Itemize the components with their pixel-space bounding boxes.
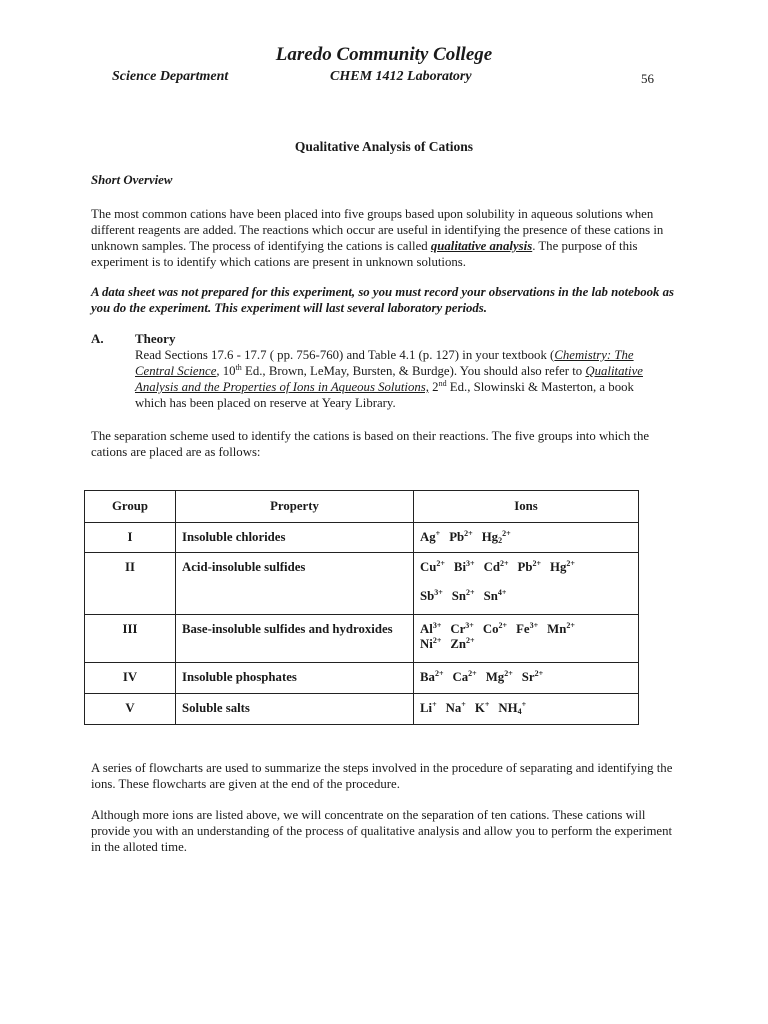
department-label: Science Department bbox=[112, 69, 229, 84]
ions-cell bbox=[414, 694, 639, 725]
ion-symbol bbox=[452, 589, 475, 604]
qualitative-analysis-term: qualitative analysis bbox=[430, 239, 533, 253]
ion-symbol bbox=[450, 637, 474, 652]
ion-charge: 2+ bbox=[499, 559, 509, 568]
ion-symbol bbox=[454, 560, 475, 575]
ion-symbol bbox=[450, 622, 473, 637]
theory-text-b: , 10 bbox=[216, 364, 236, 378]
table-row bbox=[85, 615, 639, 663]
ion-charge: 4+ bbox=[497, 588, 507, 597]
ion-subscript: 4 bbox=[517, 707, 522, 716]
ion-charge: 2+ bbox=[466, 588, 475, 597]
ion-charge: 2+ bbox=[432, 636, 442, 645]
ion-charge: + bbox=[432, 700, 437, 709]
ion-element: Zn bbox=[450, 637, 467, 651]
ion-element: Hg bbox=[550, 560, 567, 574]
ion-element: Mn bbox=[547, 622, 567, 636]
flowchart-paragraph: A series of flowcharts are used to summarize the steps involved in the procedure of separating and identifying the ions. These flowcharts are given at the end of the procedure. bbox=[91, 761, 673, 791]
ion-symbol bbox=[550, 560, 575, 575]
ion-symbol bbox=[420, 637, 441, 652]
property-cell: Insoluble chlorides bbox=[176, 523, 414, 553]
edition-superscript-2: nd bbox=[438, 379, 447, 388]
ion-symbol bbox=[482, 530, 511, 545]
ion-charge: + bbox=[461, 700, 466, 709]
ion-charge: 3+ bbox=[434, 588, 443, 597]
ion-element: Ag bbox=[420, 530, 436, 544]
table-row bbox=[85, 523, 639, 553]
theory-text-e: Ed., Slowinski & Masterton, a book which has been placed on reserve at Yeary Library. bbox=[135, 380, 634, 410]
textbook-title: Chemistry: The Central Science bbox=[135, 348, 634, 378]
ion-symbol bbox=[486, 670, 513, 685]
ion-charge: 2+ bbox=[532, 559, 541, 568]
ion-charge: + bbox=[521, 700, 527, 709]
property-cell: Insoluble phosphates bbox=[176, 663, 414, 694]
ion-charge: + bbox=[435, 529, 441, 538]
ten-cations-paragraph: Although more ions are listed above, we will concentrate on the separation of ten cations. These cations will provide you with an understanding of the process of qualitative analysis and allow you to perform the experiment in the alloted time. bbox=[91, 808, 673, 854]
college-name: Laredo Community College bbox=[275, 44, 493, 65]
ion-element: Fe bbox=[516, 622, 530, 636]
cation-groups-table bbox=[84, 490, 639, 725]
ion-symbol bbox=[420, 670, 444, 685]
header-ions: Ions bbox=[414, 491, 639, 523]
ions-cell bbox=[414, 615, 639, 663]
ion-element: Ni bbox=[420, 637, 433, 651]
ion-symbol bbox=[446, 701, 466, 716]
ions-cell bbox=[414, 553, 639, 615]
ion-element: Li bbox=[420, 701, 433, 715]
group-cell: II bbox=[85, 553, 176, 615]
ion-element: Bi bbox=[453, 560, 467, 574]
ion-element: Hg bbox=[481, 530, 499, 544]
ion-element: Mg bbox=[485, 670, 505, 684]
ion-element: Sn bbox=[451, 589, 467, 603]
ion-line bbox=[420, 670, 632, 685]
ion-symbol bbox=[516, 622, 538, 637]
ion-symbol bbox=[420, 560, 445, 575]
ion-symbol bbox=[483, 622, 507, 637]
overview-text-start: The most common cations have been placed into five groups based upon solubility in aqueous solutions when different reagents are added. The reactions which occur are useful in identifying the presence of these cations in unknown samples. The process of identifying the cations is called bbox=[91, 207, 664, 253]
ion-charge: 2+ bbox=[436, 559, 445, 568]
table-row bbox=[85, 694, 639, 725]
property-cell: Soluble salts bbox=[176, 694, 414, 725]
ion-symbol bbox=[475, 701, 490, 716]
ion-charge: 2+ bbox=[534, 669, 544, 678]
ion-charge: + bbox=[484, 700, 490, 709]
ion-element: Ba bbox=[420, 670, 435, 684]
ion-symbol bbox=[547, 622, 575, 637]
ion-charge: 2+ bbox=[502, 529, 511, 538]
ion-symbol bbox=[453, 670, 477, 685]
ions-cell bbox=[414, 523, 639, 553]
page-number: 56 bbox=[641, 71, 654, 86]
group-cell: V bbox=[85, 694, 176, 725]
course-label: CHEM 1412 Laboratory bbox=[330, 69, 472, 84]
header-property: Property bbox=[176, 491, 414, 523]
overview-text-end: . The purpose of this experiment is to identify which cations are present in unknown solutions. bbox=[91, 239, 638, 269]
table-header-row bbox=[85, 491, 639, 523]
ion-subscript: 2 bbox=[498, 536, 503, 545]
ion-charge: 3+ bbox=[466, 559, 475, 568]
ion-charge: 2+ bbox=[434, 669, 444, 678]
ion-element: Pb bbox=[517, 560, 533, 574]
group-cell: IV bbox=[85, 663, 176, 694]
reference-book-title: Qualitative Analysis and the Properties of Ions in Aqueous Solutions, bbox=[135, 364, 643, 394]
theory-text-d: 2 bbox=[428, 380, 439, 394]
ion-line bbox=[420, 622, 632, 637]
group-cell: III bbox=[85, 615, 176, 663]
data-sheet-warning: A data sheet was not prepared for this experiment, so you must record your observations in the lab notebook as you do the experiment. This experiment will last several laboratory periods. bbox=[91, 285, 675, 315]
ion-symbol bbox=[420, 622, 441, 637]
ion-symbol bbox=[518, 560, 542, 575]
property-cell: Base-insoluble sulfides and hydroxides bbox=[176, 615, 414, 663]
ion-line bbox=[420, 530, 632, 545]
ion-symbol bbox=[420, 589, 443, 604]
ion-charge: 2+ bbox=[504, 669, 513, 678]
overview-paragraph bbox=[91, 206, 681, 270]
ion-charge: 3+ bbox=[465, 621, 474, 630]
ions-cell bbox=[414, 663, 639, 694]
table-row bbox=[85, 553, 639, 615]
ion-element: Na bbox=[445, 701, 462, 715]
table-row bbox=[85, 663, 639, 694]
ion-element: Cu bbox=[420, 560, 437, 574]
ion-charge: 2+ bbox=[566, 559, 575, 568]
ion-symbol bbox=[420, 530, 440, 545]
theory-text-a: Read Sections 17.6 - 17.7 ( pp. 756-760) and Table 4.1 (p. 127) in your textbook ( bbox=[135, 348, 555, 362]
ion-charge: 3+ bbox=[432, 621, 442, 630]
ion-element: NH bbox=[498, 701, 518, 715]
theory-paragraph bbox=[135, 347, 648, 411]
ion-element: Al bbox=[420, 622, 433, 636]
group-cell: I bbox=[85, 523, 176, 553]
theory-heading: Theory bbox=[135, 331, 176, 346]
ion-element: Cr bbox=[450, 622, 466, 636]
ion-element: Sr bbox=[521, 670, 535, 684]
edition-superscript: th bbox=[235, 363, 242, 372]
ion-charge: 2+ bbox=[498, 621, 508, 630]
ion-symbol bbox=[484, 560, 509, 575]
overview-heading: Short Overview bbox=[91, 173, 173, 187]
ion-charge: 2+ bbox=[466, 636, 475, 645]
table-body bbox=[85, 523, 639, 725]
property-cell: Acid-insoluble sulfides bbox=[176, 553, 414, 615]
document-title: Qualitative Analysis of Cations bbox=[294, 139, 474, 154]
ion-element: Ca bbox=[452, 670, 469, 684]
ion-symbol bbox=[522, 670, 543, 685]
ion-symbol bbox=[484, 589, 507, 604]
ion-charge: 2+ bbox=[464, 529, 473, 538]
ion-charge: 3+ bbox=[529, 621, 539, 630]
theory-letter: A. bbox=[91, 331, 104, 346]
ion-element: Sb bbox=[420, 589, 435, 603]
ion-element: Cd bbox=[483, 560, 500, 574]
header-group: Group bbox=[85, 491, 176, 523]
ion-line bbox=[420, 560, 632, 575]
ion-symbol bbox=[449, 530, 473, 545]
ion-element: Sn bbox=[483, 589, 498, 603]
ion-line bbox=[420, 589, 632, 604]
theory-text-c: Ed., Brown, LeMay, Bursten, & Burdge). You should also refer to bbox=[241, 364, 586, 378]
ion-charge: 2+ bbox=[566, 621, 575, 630]
separation-intro: The separation scheme used to identify the cations is based on their reactions. The five groups into which the cations are placed are as follows: bbox=[91, 429, 650, 459]
ion-symbol bbox=[420, 701, 437, 716]
ion-element: Co bbox=[482, 622, 499, 636]
ion-charge: 2+ bbox=[468, 669, 477, 678]
ion-line bbox=[420, 701, 632, 716]
ion-element: Pb bbox=[449, 530, 465, 544]
ion-line bbox=[420, 637, 632, 652]
ion-symbol bbox=[498, 701, 526, 716]
ion-element: K bbox=[474, 701, 485, 715]
